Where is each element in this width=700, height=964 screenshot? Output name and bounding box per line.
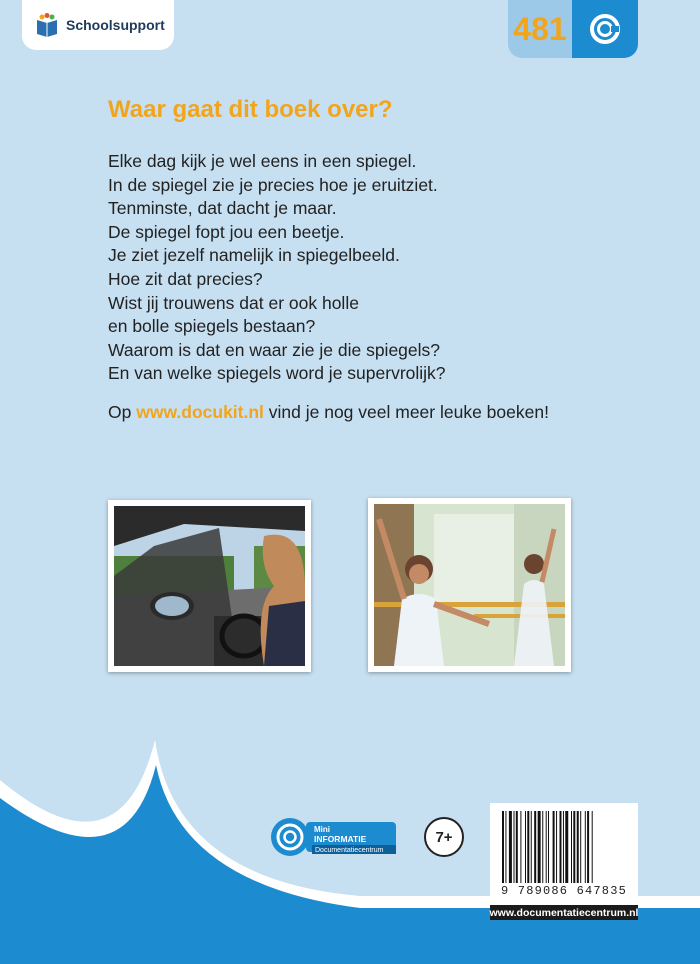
barcode-bar	[520, 811, 521, 883]
book-people-icon	[34, 12, 60, 38]
description-line: Elke dag kijk je wel eens in een spiegel.	[108, 151, 417, 171]
barcode-bar	[527, 811, 529, 883]
website-url[interactable]: www.documentatiecentrum.nl	[489, 906, 639, 919]
barcode-bar	[560, 811, 562, 883]
barcode-bar	[516, 811, 518, 883]
brand-name: Schoolsupport	[66, 17, 165, 33]
photo-car-mirror	[108, 500, 311, 672]
barcode-bar	[531, 811, 532, 883]
barcode-bar	[525, 811, 526, 883]
schoolsupport-logo	[22, 0, 174, 50]
mini-label: Mini	[314, 825, 330, 834]
barcode	[490, 803, 638, 903]
book-description	[108, 150, 446, 386]
docukit-swirl-icon	[572, 0, 638, 58]
informatie-label: INFORMATIE	[314, 834, 367, 844]
mini-informatie-logo	[270, 816, 398, 860]
barcode-bar	[546, 811, 547, 883]
barcode-bar	[542, 811, 543, 883]
barcode-bar	[587, 811, 589, 883]
page-heading: Waar gaat dit boek over?	[108, 96, 393, 123]
website-callout	[108, 402, 549, 423]
barcode-bar	[514, 811, 515, 883]
barcode-bar	[553, 811, 555, 883]
barcode-bar	[548, 811, 549, 883]
barcode-bar	[580, 811, 581, 883]
age-rating-badge: 7+	[424, 817, 464, 857]
description-line: en bolle spiegels bestaan?	[108, 316, 316, 337]
barcode-bar	[592, 811, 593, 883]
barcode-bar	[505, 811, 506, 883]
description-line: Waarom is dat en waar zie je die spiegels?	[108, 339, 441, 360]
docukit-link[interactable]: www.docukit.nl	[136, 402, 264, 422]
description-line: De spiegel fopt jou een beetje.	[108, 221, 345, 242]
documentatiecentrum-label: Documentatiecentrum	[315, 847, 384, 854]
series-badge	[508, 0, 638, 58]
barcode-bar	[509, 811, 512, 883]
barcode-bar	[502, 811, 504, 883]
description-line: Hoe zit dat precies?	[108, 268, 263, 289]
barcode-bar	[577, 811, 579, 883]
cta-suffix: vind je nog veel meer leuke boeken!	[263, 402, 549, 422]
barcode-bar	[585, 811, 586, 883]
description-line: Wist jij trouwens dat er ook holle	[108, 292, 359, 313]
photo-ballet-mirror	[368, 498, 571, 672]
isbn-number: 9 789086 647835	[500, 884, 628, 898]
description-line: Tenminste, dat dacht je maar.	[108, 198, 337, 219]
barcode-bars	[500, 811, 628, 883]
barcode-bar	[563, 811, 564, 883]
barcode-bar	[571, 811, 572, 883]
barcode-bar	[556, 811, 557, 883]
barcode-bar	[573, 811, 575, 883]
description-line: Je ziet jezelf namelijk in spiegelbeeld.	[108, 245, 400, 266]
barcode-bar	[565, 811, 568, 883]
barcode-bar	[534, 811, 536, 883]
series-number: 481	[508, 0, 572, 58]
description-line: En van welke spiegels word je supervrolijk?	[108, 363, 446, 384]
description-line: In de spiegel zie je precies hoe je eruitziet.	[108, 174, 438, 195]
cta-prefix: Op	[108, 402, 137, 422]
barcode-bar	[538, 811, 541, 883]
